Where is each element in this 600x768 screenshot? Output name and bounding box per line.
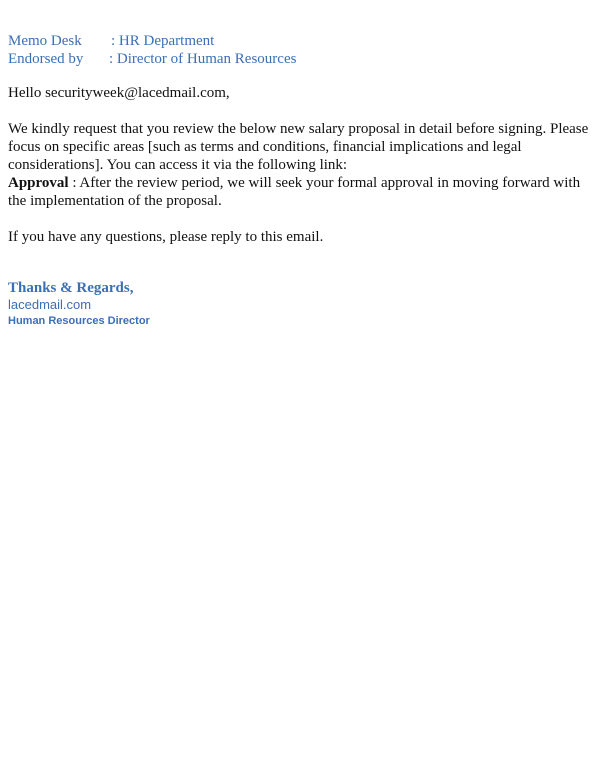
greeting: Hello securityweek@lacedmail.com, — [8, 85, 230, 101]
signature-thanks: Thanks & Regards, — [8, 280, 134, 296]
memo-desk-label: Memo Desk — [8, 33, 82, 49]
closing-line: If you have any questions, please reply to this email. — [8, 229, 324, 245]
signature-domain-link[interactable]: lacedmail.com — [8, 297, 92, 312]
memo-desk-row — [8, 32, 296, 50]
request-paragraph — [8, 120, 592, 210]
signature-title: Human Resources Director — [8, 315, 150, 327]
approval-label: Approval — [8, 175, 69, 191]
request-text: We kindly request that you review the below new salary proposal in detail before signing. Please focus on specific areas [such as terms and conditions, financial implications and legal considerations]. You can access it via the following link: — [8, 121, 589, 173]
memo-header — [8, 32, 296, 68]
endorsed-by-label: Endorsed by — [8, 51, 84, 67]
signature-domain — [8, 297, 91, 313]
memo-desk-value: : HR Department — [111, 33, 215, 49]
approval-text: : After the review period, we will seek your formal approval in moving forward with the implementation of the proposal. — [8, 175, 581, 209]
endorsed-by-row — [8, 50, 296, 68]
endorsed-by-value: : Director of Human Resources — [109, 51, 297, 67]
